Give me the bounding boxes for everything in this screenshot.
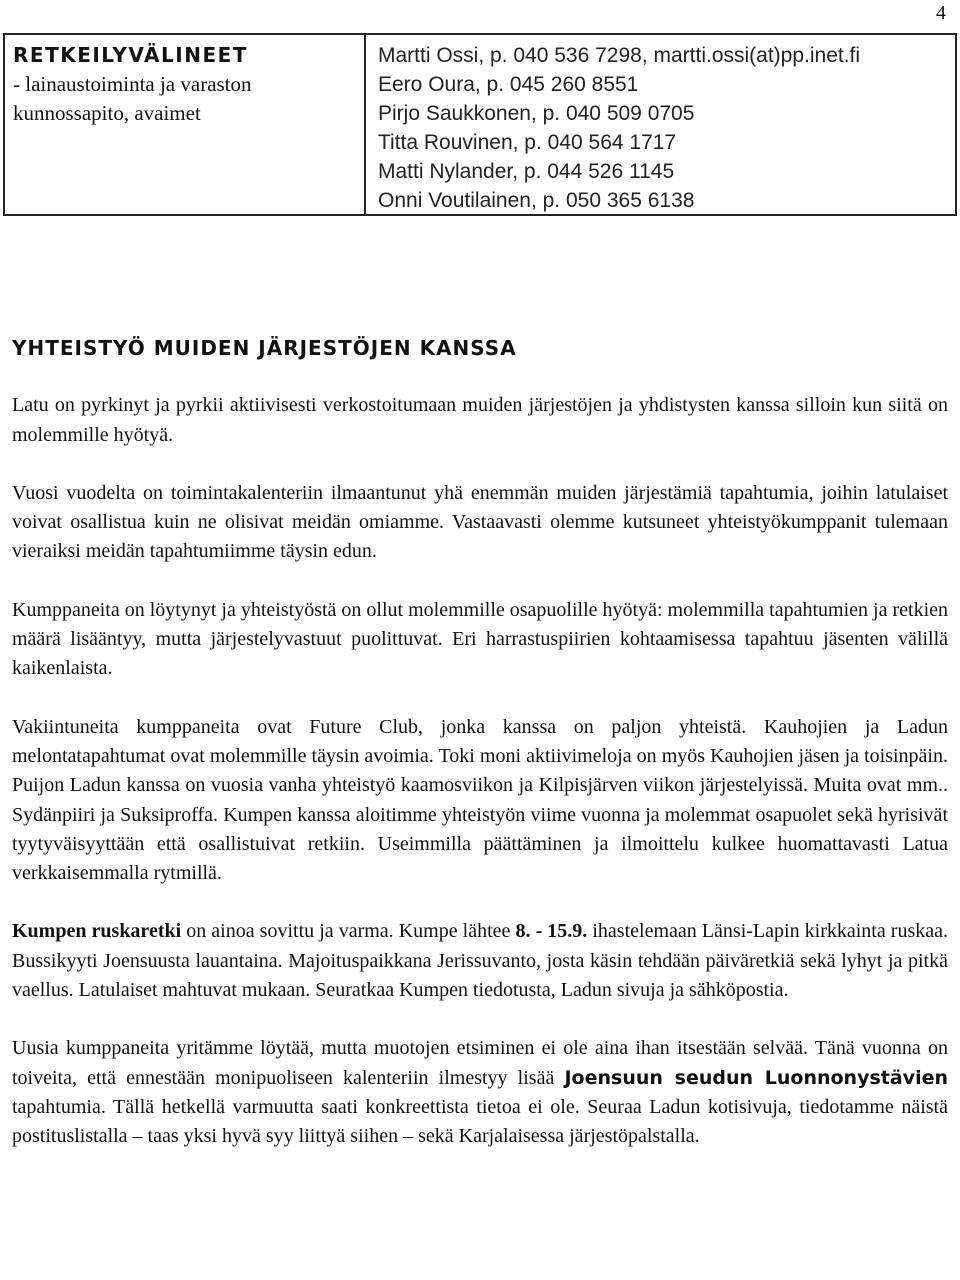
contact-line: Onni Voutilainen, p. 050 365 6138 xyxy=(378,189,695,212)
contact-line: Pirjo Saukkonen, p. 040 509 0705 xyxy=(378,102,695,125)
trip-dates: 8. - 15.9. xyxy=(515,920,588,943)
section-heading: YHTEISTYÖ MUIDEN JÄRJESTÖJEN KANSSA xyxy=(12,336,517,360)
equipment-title: RETKEILYVÄLINEET xyxy=(13,43,248,67)
paragraph: Latu on pyrkinyt ja pyrkii aktiivisesti verkostoitumaan muiden järjestöjen ja yhdistysten kanssa silloin kun siitä on molemmille hyötyä. xyxy=(12,394,948,446)
contact-table xyxy=(3,33,957,216)
page-number: 4 xyxy=(936,2,946,24)
text-fragment: ihastelemaan Länsi-Lapin kirkkainta ruskaa. Bussikyyti Joensuusta lauantaina. Majoituspaikkana Jerissuvanto, josta käsin tehdään päiväretkiä sekä lyhyt ja pitkä vaellus. Latulaiset mahtuvat mukaan. Seuratkaa Kumpen tiedotusta, Ladun sivuja ja sähköpostia. xyxy=(12,920,948,1002)
text-fragment: Uusia kumppaneita yritämme löytää, mutta muotojen etsiminen ei ole aina ihan itsestään selvää. Tänä vuonna on toiveita, että ennestään monipuoliseen kalenteriin ilmestyy lisää xyxy=(12,1037,948,1089)
text-fragment: on ainoa sovittu ja varma. Kumpe lähtee xyxy=(181,920,516,943)
main-content xyxy=(12,334,948,1181)
trip-name: Kumpen ruskaretki xyxy=(12,920,182,943)
paragraph-new-partners xyxy=(12,1034,948,1151)
paragraph: Kumppaneita on löytynyt ja yhteistyöstä on ollut molemmille osapuolille hyötyä: molemmilla tapahtumien ja retkien määrä lisääntyy, mutta järjestelyvastuut puolittuvat. Eri harrastuspiirien kohtaamisessa tapahtuu jäsenten välillä kaikenlaista. xyxy=(12,598,948,680)
text-fragment: tapahtumia. Tällä hetkellä varmuutta saati konkreettista tietoa ei ole. Seuraa Ladun kotisivuja, tiedotamme näistä postituslistalla – taas yksi hyvä syy liittyä siihen – sekä Karjalaisessa järjestöpalstalla. xyxy=(12,1095,948,1148)
contact-line: Titta Rouvinen, p. 040 564 1717 xyxy=(378,131,677,154)
paragraph: Vakiintuneita kumppaneita ovat Future Club, jonka kanssa on paljon yhteistä. Kauhojien ja Ladun melontatapahtumat ovat molemmille täysin avoimia. Toki moni aktiivimeloja on myös Kauhojien jäsen ja toisinpäin. Puijon Ladun kanssa on vuosia vanha yhteistyö kaamosviikon ja Kilpisjärven viikon järjestelyissä. Muita ovat mm.. Sydänpiiri ja Suksiproffa. Kumpen kanssa aloitimme yhteistyön viime vuonna ja molemmat osapuolet sekä hyrisivät tyytyväisyyttään että osallistuivat retkiin. Useimmilla päättäminen ja ilmoittelu kulkee huomattavasti Latua verkkaisemmalla rytmillä. xyxy=(12,715,948,885)
contact-line: Eero Oura, p. 045 260 8551 xyxy=(378,73,639,96)
contact-table-left-cell xyxy=(5,35,366,214)
contact-line: Martti Ossi, p. 040 536 7298, martti.ossi(at)pp.inet.fi xyxy=(378,44,861,67)
contact-list xyxy=(366,35,955,214)
organization-name: Joensuun seudun Luonnonystävien xyxy=(564,1066,948,1089)
equipment-subtitle: - lainaustoiminta ja varaston kunnossapito, avaimet xyxy=(13,72,252,125)
contact-line: Matti Nylander, p. 044 526 1145 xyxy=(378,160,675,183)
paragraph-kumpe-trip xyxy=(12,917,948,1005)
paragraph: Vuosi vuodelta on toimintakalenteriin ilmaantunut yhä enemmän muiden järjestämiä tapahtumia, joihin latulaiset voivat osallistua kuin ne olisivat meidän omiamme. Vastaavasti olemme kutsuneet yhteistyökumppanit tulemaan vieraiksi meidän tapahtumiimme täysin edun. xyxy=(12,481,948,563)
